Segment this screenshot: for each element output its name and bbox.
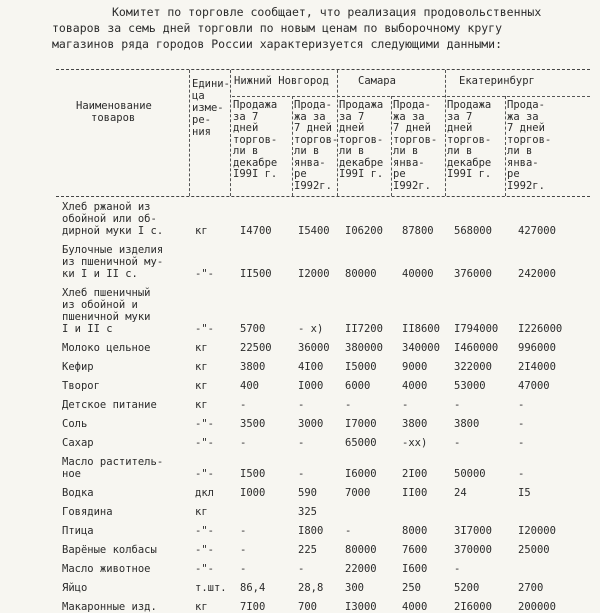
value-cell: 325 (298, 506, 317, 518)
header-jan-1992-line: янва- (393, 156, 425, 169)
product-name: Хлеб ржаной из (62, 201, 151, 213)
header-jan-1992-line: жа за (294, 110, 326, 123)
header-unit-line: Едини- (192, 78, 230, 90)
product-name: Булочные изделия (62, 244, 164, 256)
value-cell: 568000 (454, 225, 492, 237)
value-cell: - (345, 399, 352, 411)
header-dec-1991-line: Продажа (339, 99, 384, 111)
product-name: Масло животное (62, 563, 151, 575)
value-cell: I600 (402, 563, 428, 575)
unit-cell: -"- (195, 418, 214, 430)
header-dec-1991-line: декабре (447, 156, 492, 169)
header-dec-1991-line: Продажа (233, 99, 278, 111)
value-cell: 2I6000 (454, 601, 492, 613)
value-cell: I226000 (518, 323, 563, 335)
value-cell: - (240, 563, 247, 575)
product-name: Детское питание (62, 399, 157, 411)
unit-cell: кг (195, 225, 208, 237)
product-name: Соль (62, 418, 88, 430)
column-divider (505, 96, 506, 196)
header-jan-1992-line: торгов- (507, 133, 552, 146)
header-unit-line: ре- (192, 114, 211, 126)
header-dec-1991-line: декабре (339, 156, 384, 169)
value-cell: 590 (298, 487, 317, 499)
header-jan-1992-line: 7 дней (393, 122, 431, 134)
header-dec-1991-line: дней (447, 122, 473, 134)
unit-cell: -"- (195, 525, 214, 537)
value-cell: - (240, 399, 247, 411)
value-cell: 3500 (240, 418, 266, 430)
value-cell: 242000 (518, 268, 556, 280)
header-jan-1992-line: торгов- (294, 133, 339, 146)
product-name: Творог (62, 380, 100, 392)
product-name: Птица (62, 525, 94, 537)
value-cell: 40000 (402, 268, 434, 280)
intro-line: товаров за семь дней торговли по новым ценам по выборочному кругу (52, 21, 503, 35)
unit-cell: -"- (195, 544, 214, 556)
value-cell: 25000 (518, 544, 550, 556)
value-cell: 400 (240, 380, 259, 392)
value-cell: 370000 (454, 544, 492, 556)
value-cell: 2I4000 (518, 361, 556, 373)
header-jan-1992-line: янва- (294, 156, 326, 169)
product-name: пшеничной муки (62, 311, 151, 323)
value-cell: - (345, 525, 352, 537)
unit-cell: дкл (195, 487, 214, 499)
header-dec-1991-line: I99I г. (233, 168, 278, 180)
header-jan-1992-line: Прода- (294, 99, 332, 111)
product-name: I и II с (62, 323, 113, 335)
value-cell: II00 (402, 487, 428, 499)
product-name: Хлеб пшеничный (62, 287, 151, 299)
value-cell: - (518, 399, 525, 411)
header-jan-1992-line: ре (507, 168, 520, 180)
header-dec-1991-line: дней (339, 122, 365, 134)
table-header-rule (56, 196, 590, 197)
value-cell: 200000 (518, 601, 556, 613)
header-name-line2: товаров (91, 112, 136, 124)
value-cell: 2700 (518, 582, 544, 594)
header-jan-1992-line: I992г. (507, 179, 545, 192)
value-cell: 250 (402, 582, 421, 594)
value-cell: I000 (298, 380, 324, 392)
value-cell: I460000 (454, 342, 499, 354)
value-cell: 65000 (345, 437, 377, 449)
value-cell: 53000 (454, 380, 486, 392)
header-jan-1992-line: ре (393, 168, 406, 180)
header-dec-1991-line: за 7 (233, 110, 259, 123)
header-unit-line: ния (192, 126, 211, 138)
value-cell: 4000 (402, 380, 428, 392)
value-cell: II500 (240, 268, 272, 280)
unit-cell: кг (195, 380, 208, 392)
header-jan-1992-line: жа за (393, 110, 425, 123)
value-cell: 7600 (402, 544, 428, 556)
intro-line: Комитет по торговле сообщает, что реализация продовольственных (112, 5, 542, 19)
column-divider (445, 70, 446, 196)
product-name: ки I и II с. (62, 268, 138, 280)
product-name: Варёные колбасы (62, 544, 157, 556)
header-dec-1991-line: ли в (447, 145, 473, 157)
product-name: из пшеничной му- (62, 256, 164, 268)
product-name: ное (62, 468, 81, 480)
value-cell: 5700 (240, 323, 266, 335)
unit-cell: кг (195, 506, 208, 518)
header-unit-line: изме- (192, 102, 224, 114)
product-name: Макаронные изд. (62, 601, 157, 613)
header-jan-1992-line: янва- (507, 156, 539, 169)
city-nizhny: Нижний Новгород (234, 75, 329, 87)
value-cell: 3I7000 (454, 525, 492, 537)
value-cell: I5 (518, 487, 531, 499)
value-cell: - (298, 563, 305, 575)
header-dec-1991-line: ли в (339, 145, 365, 157)
product-name: дирной муки I с. (62, 225, 164, 237)
header-jan-1992-line: 7 дней (507, 122, 545, 134)
product-name: из обойной и (62, 299, 138, 311)
value-cell: - (518, 437, 525, 449)
value-cell: -хх) (402, 437, 428, 449)
header-jan-1992-line: Прода- (507, 99, 545, 111)
unit-cell: кг (195, 361, 208, 373)
product-name: Яйцо (62, 582, 88, 594)
value-cell: 700 (298, 601, 317, 613)
value-cell: I500 (240, 468, 266, 480)
value-cell: I4700 (240, 225, 272, 237)
value-cell: 4I00 (298, 361, 324, 373)
unit-cell: кг (195, 399, 208, 411)
header-jan-1992-line: I992г. (393, 179, 431, 192)
value-cell: 22000 (345, 563, 377, 575)
unit-cell: -"- (195, 437, 214, 449)
header-jan-1992-line: I992г. (294, 179, 332, 192)
value-cell: 427000 (518, 225, 556, 237)
value-cell: - (454, 399, 461, 411)
value-cell: 340000 (402, 342, 440, 354)
header-jan-1992-line: 7 дней (294, 122, 332, 134)
value-cell: 8000 (402, 525, 428, 537)
value-cell: - (402, 399, 409, 411)
product-name: обойной или об- (62, 213, 157, 225)
unit-cell: -"- (195, 268, 214, 280)
value-cell: 376000 (454, 268, 492, 280)
unit-cell: кг (195, 601, 208, 613)
value-cell: 3800 (454, 418, 480, 430)
header-dec-1991-line: ли в (233, 145, 259, 157)
value-cell: 24 (454, 487, 467, 499)
value-cell: 50000 (454, 468, 486, 480)
unit-cell: кг (195, 342, 208, 354)
value-cell: - (454, 563, 461, 575)
value-cell: 7000 (345, 487, 371, 499)
value-cell: I000 (240, 487, 266, 499)
value-cell: 9000 (402, 361, 428, 373)
header-jan-1992-line: ли в (393, 145, 419, 157)
value-cell: 3800 (240, 361, 266, 373)
value-cell: 300 (345, 582, 364, 594)
value-cell: - (454, 437, 461, 449)
header-jan-1992-line: Прода- (393, 99, 431, 111)
unit-cell: -"- (195, 563, 214, 575)
value-cell: 996000 (518, 342, 556, 354)
value-cell: 5200 (454, 582, 480, 594)
value-cell: - х) (298, 323, 324, 335)
value-cell: 6000 (345, 380, 371, 392)
header-dec-1991-line: торгов- (339, 133, 384, 146)
value-cell: - (240, 437, 247, 449)
value-cell: I3000 (345, 601, 377, 613)
intro-paragraph (0, 0, 600, 60)
value-cell: I6000 (345, 468, 377, 480)
value-cell: - (298, 468, 305, 480)
value-cell: 3800 (402, 418, 428, 430)
value-cell: II8600 (402, 323, 440, 335)
header-dec-1991-line: торгов- (447, 133, 492, 146)
table-top-rule (56, 69, 590, 70)
value-cell: 47000 (518, 380, 550, 392)
value-cell: 86,4 (240, 582, 266, 594)
product-name: Молоко цельное (62, 342, 151, 354)
value-cell: - (518, 418, 525, 430)
column-divider (230, 70, 231, 196)
value-cell: I20000 (518, 525, 556, 537)
value-cell: I800 (298, 525, 324, 537)
header-jan-1992-line: жа за (507, 110, 539, 123)
header-dec-1991-line: I99I г. (447, 168, 492, 180)
value-cell: I794000 (454, 323, 499, 335)
value-cell: 80000 (345, 268, 377, 280)
value-cell: - (518, 468, 525, 480)
unit-cell: т.шт. (195, 582, 227, 594)
product-name: Кефир (62, 361, 94, 373)
value-cell: 22500 (240, 342, 272, 354)
value-cell: 28,8 (298, 582, 324, 594)
value-cell: I06200 (345, 225, 383, 237)
header-dec-1991-line: за 7 (339, 110, 365, 123)
header-jan-1992-line: ре (294, 168, 307, 180)
value-cell: 322000 (454, 361, 492, 373)
product-name: Сахар (62, 437, 94, 449)
value-cell: 3000 (298, 418, 324, 430)
column-divider (189, 70, 190, 196)
value-cell: 225 (298, 544, 317, 556)
value-cell: 80000 (345, 544, 377, 556)
header-jan-1992-line: торгов- (393, 133, 438, 146)
header-dec-1991-line: за 7 (447, 110, 473, 123)
header-name-line1: Наименование (76, 100, 152, 112)
city-ekaterinburg: Екатеринбург (459, 75, 535, 87)
header-unit-line: ца (192, 90, 205, 102)
city-sub-rule (232, 96, 590, 97)
product-name: Водка (62, 487, 94, 499)
product-name: Масло раститель- (62, 456, 164, 468)
value-cell: 4000 (402, 601, 428, 613)
unit-cell: -"- (195, 323, 214, 335)
value-cell: I5000 (345, 361, 377, 373)
value-cell: I2000 (298, 268, 330, 280)
value-cell: 36000 (298, 342, 330, 354)
value-cell: - (298, 437, 305, 449)
value-cell: II7200 (345, 323, 383, 335)
column-divider (292, 96, 293, 196)
header-dec-1991-line: Продажа (447, 99, 492, 111)
value-cell: - (240, 525, 247, 537)
header-jan-1992-line: ли в (294, 145, 320, 157)
value-cell: I5400 (298, 225, 330, 237)
header-dec-1991-line: декабре (233, 156, 278, 169)
value-cell: 7I00 (240, 601, 266, 613)
value-cell: 2I00 (402, 468, 428, 480)
value-cell: 87800 (402, 225, 434, 237)
product-name: Говядина (62, 506, 113, 518)
column-divider (391, 96, 392, 196)
value-cell: 380000 (345, 342, 383, 354)
value-cell: - (240, 544, 247, 556)
header-dec-1991-line: I99I г. (339, 168, 384, 180)
intro-line: магазинов ряда городов России характеризуется следующими данными: (52, 37, 503, 51)
column-divider (337, 70, 338, 196)
unit-cell: -"- (195, 468, 214, 480)
header-jan-1992-line: ли в (507, 145, 533, 157)
header-dec-1991-line: торгов- (233, 133, 278, 146)
value-cell: I7000 (345, 418, 377, 430)
value-cell: - (298, 399, 305, 411)
city-samara: Самара (358, 75, 396, 87)
header-dec-1991-line: дней (233, 122, 259, 134)
